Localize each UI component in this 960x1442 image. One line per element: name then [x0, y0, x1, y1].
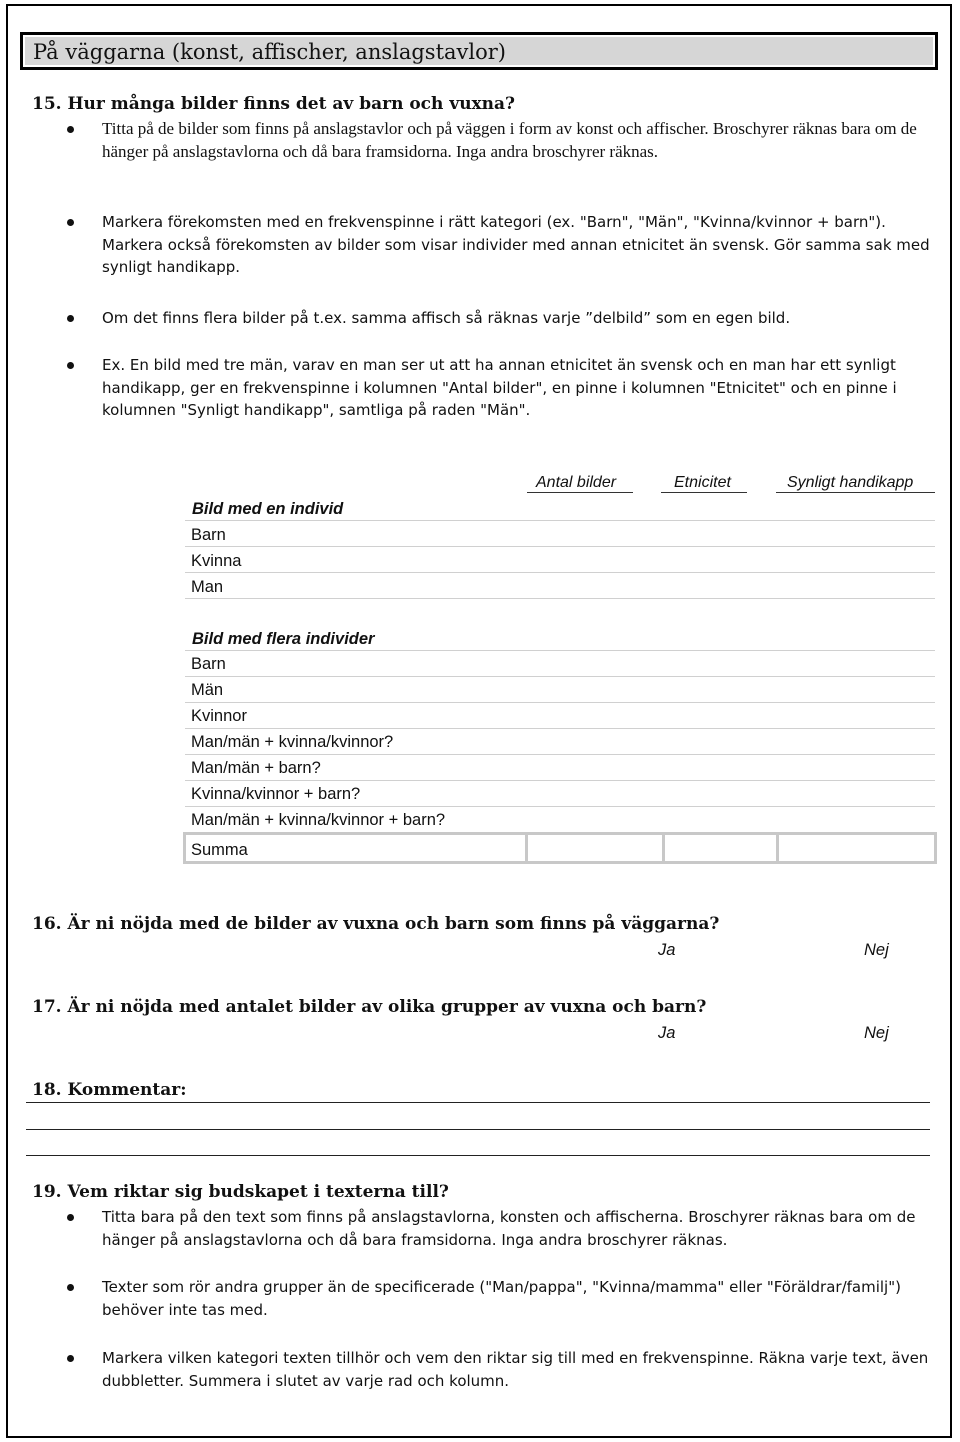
q19-bullet-3: Markera vilken kategori texten tillhör och vem den riktar sig till med en frekvenspinne. Räkna varje text, även dubbletter. Summera i slutet av varje rad och kolumn.	[102, 1349, 929, 1390]
row-label: Man/män + kvinna/kvinnor + barn?	[191, 811, 446, 829]
q17-no-option[interactable]: Nej	[864, 1024, 889, 1042]
q15-bullet-3: Om det finns flera bilder på t.ex. samma affisch så räknas varje ”delbild” som en egen bild.	[102, 309, 791, 327]
row-divider	[185, 676, 935, 677]
row-label: Kvinnor	[191, 707, 247, 725]
column-header-synligt-handikapp: Synligt handikapp	[787, 474, 914, 491]
row-label: Man/män + kvinna/kvinnor?	[191, 733, 394, 751]
q15-bullet-1: Titta på de bilder som finns på anslagstavlor och på väggen i form av konst och affischer. Broschyrer räknas bara om de hänger på anslagstavlorna och då bara framsidorna. Inga andra broschyrer räknas.	[102, 119, 917, 161]
q15-bullet-4: Ex. En bild med tre män, varav en man ser ut att ha annan etnicitet än svensk och en man har ett synligt handikapp, ger en frekvenspinne i kolumnen "Antal bilder", en pinne i kolumnen "Etnicitet" och en pinne i kolumnen "Synligt handikapp", samtliga på raden "Män".	[102, 356, 897, 419]
q16-no-option[interactable]: Nej	[864, 941, 889, 959]
row-divider	[185, 780, 935, 781]
question-16-title: 16. Är ni nöjda med de bilder av vuxna och barn som finns på väggarna?	[32, 914, 720, 934]
column-underline	[776, 492, 935, 493]
question-19-title: 19. Vem riktar sig budskapet i texterna till?	[32, 1182, 449, 1202]
question-15-title: 15. Hur många bilder finns det av barn och vuxna?	[32, 94, 516, 114]
row-divider	[185, 572, 935, 573]
comment-line-3[interactable]	[26, 1155, 930, 1156]
row-label: Kvinna/kvinnor + barn?	[191, 785, 361, 803]
q15-bullet-2: Markera förekomsten med en frekvenspinne i rätt kategori (ex. "Barn", "Män", "Kvinna/kvinnor + barn"). Markera också förekomsten av bilder som visar individer med annan etnicitet än svensk. Gör samma sak med synligt handikapp.	[102, 213, 930, 276]
row-label: Man	[191, 578, 224, 596]
column-header-antal-bilder: Antal bilder	[536, 474, 617, 491]
row-divider	[185, 806, 935, 807]
summa-cell-etnicitet[interactable]	[662, 835, 665, 861]
column-underline	[661, 492, 747, 493]
bullet-icon	[67, 1214, 74, 1221]
row-label: Män	[191, 681, 224, 699]
row-label: Barn	[191, 655, 226, 673]
q19-bullet-1: Titta bara på den text som finns på anslagstavlorna, konsten och affischerna. Broschyrer räknas bara om de hänger på anslagstavlorna och då bara framsidorna. Inga andra broschyrer räknas.	[102, 1208, 916, 1249]
summa-row	[183, 832, 937, 864]
column-underline	[527, 492, 633, 493]
row-label: Barn	[191, 526, 226, 544]
row-divider	[185, 546, 935, 547]
bullet-icon	[67, 1284, 74, 1291]
row-divider	[185, 598, 935, 599]
row-divider	[185, 650, 935, 651]
bullet-icon	[67, 126, 74, 133]
row-divider	[185, 702, 935, 703]
section-header	[20, 32, 938, 70]
q17-yes-option[interactable]: Ja	[658, 1024, 676, 1042]
summa-cell-antal[interactable]	[525, 835, 528, 861]
q19-bullet-2: Texter som rör andra grupper än de specificerade ("Man/pappa", "Kvinna/mamma" eller "Föräldrar/familj") behöver inte tas med.	[102, 1278, 901, 1319]
bullet-icon	[67, 219, 74, 226]
bullet-icon	[67, 1355, 74, 1362]
group-header-multiple: Bild med flera individer	[192, 630, 375, 648]
q16-yes-option[interactable]: Ja	[658, 941, 676, 959]
question-18-title: 18. Kommentar:	[32, 1080, 187, 1100]
column-header-etnicitet: Etnicitet	[674, 474, 731, 491]
row-divider	[185, 728, 935, 729]
comment-line-2[interactable]	[26, 1129, 930, 1130]
row-label: Man/män + barn?	[191, 759, 321, 777]
bullet-icon	[67, 362, 74, 369]
group-header-single: Bild med en individ	[192, 500, 344, 518]
bullet-icon	[67, 315, 74, 322]
comment-line-1[interactable]	[26, 1102, 930, 1103]
section-title: På väggarna (konst, affischer, anslagstavlor)	[33, 40, 507, 64]
question-17-title: 17. Är ni nöjda med antalet bilder av olika grupper av vuxna och barn?	[32, 997, 707, 1017]
summa-cell-handikapp[interactable]	[776, 835, 779, 861]
row-divider	[185, 754, 935, 755]
summa-label: Summa	[191, 841, 248, 859]
row-divider	[185, 520, 935, 521]
row-label: Kvinna	[191, 552, 242, 570]
